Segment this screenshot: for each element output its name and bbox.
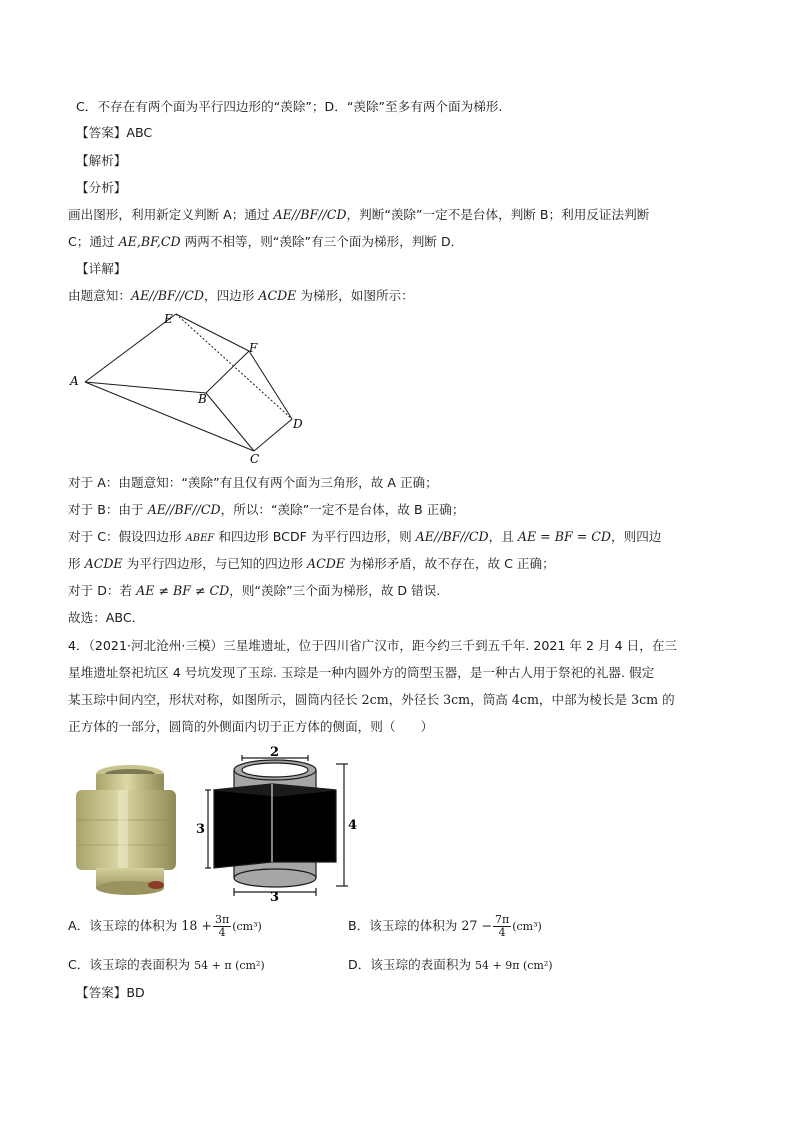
dim-label-bottom: 3 <box>270 890 280 902</box>
option-c: C．该玉琮的表面积为 54 + π (cm²) <box>68 957 265 972</box>
cong-schematic <box>196 744 364 902</box>
option-a: A．该玉琮的体积为 18 + $\frac{3\pi}{4}$ (cm³) <box>68 913 262 939</box>
analysis-label: 【解析】 <box>76 153 127 168</box>
judge-d: 对于 D：若 AE ≠ BF ≠ CD，则“羡除”三个面为梯形，故 D 错误. <box>68 583 441 598</box>
judge-c-1: 对于 C：假设四边形 ABEF 和四边形 BCDF 为平行四边形，则 AE//BF//CD，且 AE = BF = CD，则四边 <box>68 529 662 544</box>
question-4-line-1: 4．（2021·河北沧州·三模）三星堆遗址，位于四川省广汉市，距今约三千到五千年. 2021 年 2 月 4 日，在三 <box>68 638 678 653</box>
vertex-label-c: C <box>250 452 260 466</box>
option-d: D．该玉琮的表面积为 54 + 9π (cm²) <box>348 957 553 972</box>
dim-label-right: 4 <box>348 818 358 833</box>
option-b: B．该玉琮的体积为 27 − $\frac{7\pi}{4}$ (cm³) <box>348 913 542 939</box>
vertex-label-e: E <box>164 312 173 326</box>
dim-label-left: 3 <box>196 822 206 837</box>
choose-line: 故选：ABC． <box>68 610 145 625</box>
question-4-line-3: 某玉琮中间内空，形状对称，如图所示，圆筒内径长 2cm，外径长 3cm，筒高 4cm，中部为棱长是 3cm 的 <box>68 692 675 707</box>
vertex-label-a: A <box>70 374 79 388</box>
question-4-line-4: 正方体的一部分，圆筒的外侧面内切于正方体的侧面，则（ ） <box>68 719 434 734</box>
jade-cong-photo <box>72 760 182 898</box>
fenxi-text-2: C；通过 AE,BF,CD 两两不相等，则“羡除”有三个面为梯形，判断 D． <box>68 234 464 249</box>
answer-2: 【答案】BD <box>76 985 145 1000</box>
dim-label-top: 2 <box>270 745 280 760</box>
judge-b: 对于 B：由于 AE//BF//CD，所以：“羡除”一定不是台体，故 B 正确； <box>68 502 465 517</box>
detail-text: 由题意知：AE//BF//CD，四边形 ACDE 为梯形，如图所示： <box>68 288 414 303</box>
judge-a: 对于 A：由题意知：“羡除”有且仅有两个面为三角形，故 A 正确； <box>68 475 438 490</box>
answer-label: 【答案】ABC <box>76 125 153 140</box>
vertex-label-f: F <box>249 341 258 355</box>
vertex-label-d: D <box>293 417 303 431</box>
vertex-label-b: B <box>198 392 207 406</box>
xianchu-figure <box>66 308 316 468</box>
detail-label: 【详解】 <box>76 261 127 276</box>
fenxi-text-1: 画出图形，利用新定义判断 A；通过 AE//BF//CD，判断“羡除”一定不是台体，判断 B；利用反证法判断 <box>68 207 650 222</box>
judge-c-2: 形 ACDE 为平行四边形，与已知的四边形 ACDE 为梯形矛盾，故不存在，故 C 正确； <box>68 556 555 571</box>
option-c-d-previous: C．不存在有两个面为平行四边形的“羡除”；D．“羡除”至多有两个面为梯形. <box>76 99 503 114</box>
fenxi-label: 【分析】 <box>76 180 127 195</box>
question-4-line-2: 星堆遗址祭祀坑区 4 号坑发现了玉琮. 玉琮是一种内圆外方的筒型玉器，是一种古人用于祭祀的礼器. 假定 <box>68 665 655 680</box>
